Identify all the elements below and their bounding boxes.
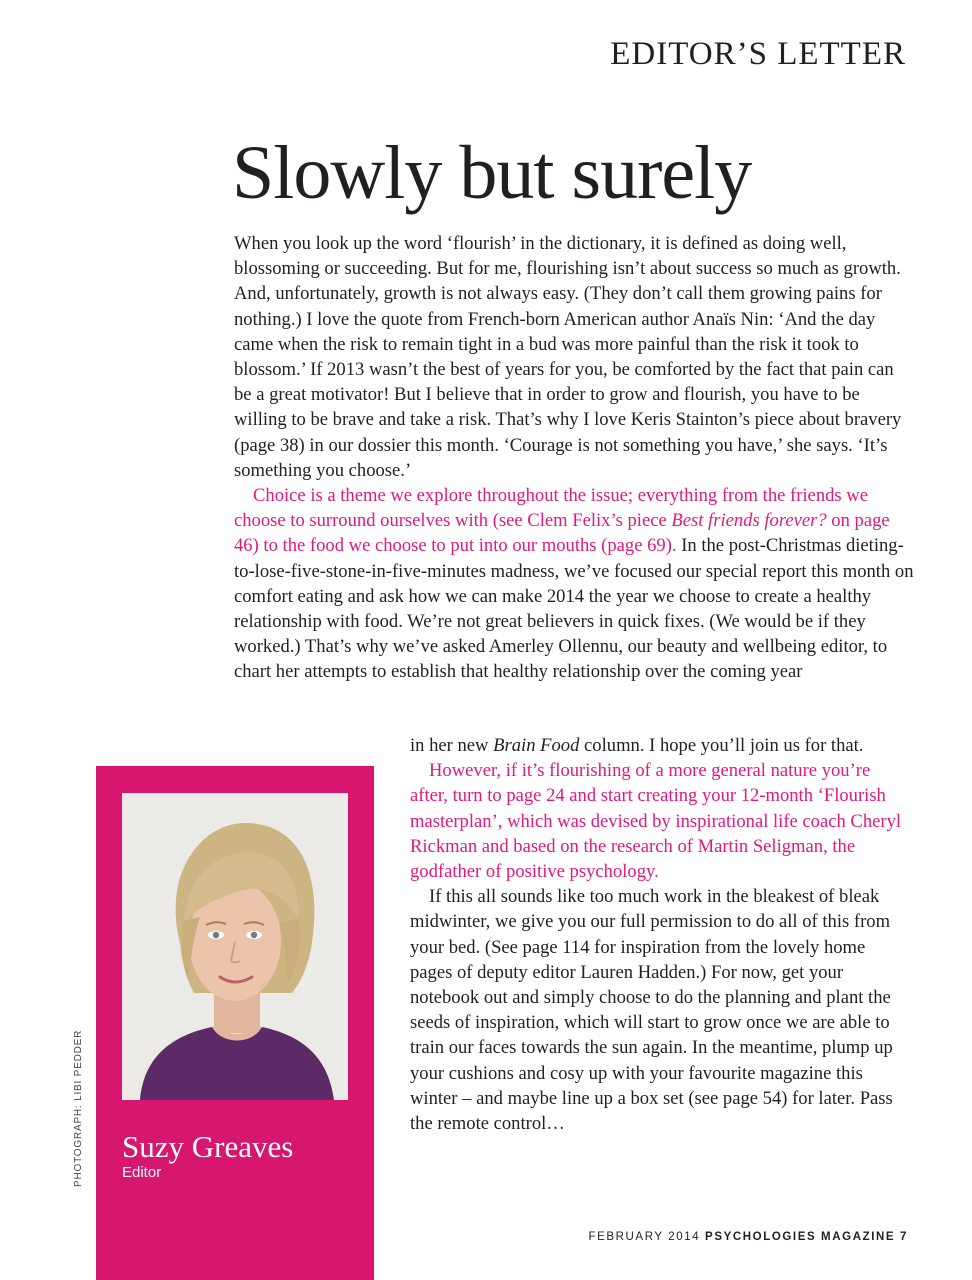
paragraph-4: If this all sounds like too much work in the bleakest of bleak midwinter, we give you our full permission to do all of this from your bed. (See page 114 for inspiration from the lovely home pages of deputy editor Lauren Hadden.) For now, get your notebook out and simply choose to do the planning and plant the seeds of inspiration, which will start to grow once we are able to train our faces towards the sun again. In the meantime, plump up your cushions and cosy up with your favourite magazine this winter – and maybe line up a box set (see page 54) for later. Pass the remote control…	[410, 886, 893, 1135]
paragraph-2-cont-text: in her new	[410, 735, 494, 756]
editor-panel	[96, 766, 374, 1280]
page-number: 7	[900, 1231, 908, 1243]
paragraph-2	[234, 483, 914, 685]
article-column-narrow	[410, 733, 910, 1136]
editor-role: Editor	[122, 1164, 162, 1181]
page-footer	[588, 1231, 908, 1243]
column-title-brain-food: Brain Food	[493, 735, 580, 756]
editor-name: Suzy Greaves	[122, 1129, 294, 1164]
paragraph-2-continued	[410, 733, 910, 758]
headline: Slowly but surely	[232, 131, 752, 215]
footer-magazine: PSYCHOLOGIES MAGAZINE	[705, 1231, 896, 1243]
article-column-wide	[234, 231, 914, 685]
paragraph-3: However, if it’s flourishing of a more general nature you’re after, turn to page 24 and start creating your 12-month ‘Flourish masterplan’, which was devised by inspirational life coach Cheryl Rickman and based on the research of Martin Seligman, the godfather of positive psychology.	[410, 760, 902, 883]
section-label: EDITOR’S LETTER	[610, 36, 906, 72]
paragraph-2-highlight-end: on page 46) to the food we choose to put into our mouths (page 69).	[234, 510, 890, 557]
paragraph-1: When you look up the word ‘flourish’ in the dictionary, it is defined as doing well, blossoming or succeeding. But for me, flourishing isn’t about success so much as growth. And, unfortunately, growth is not always easy. (They don’t call them growing pains for nothing.) I love the quote from French-born American author Anaïs Nin: ‘And the day came when the risk to remain tight in a bud was more painful than the risk it took to blossom.’ If 2013 wasn’t the best of years for you, be comforted by the fact that pain can be a great motivator! But I believe that in order to grow and flourish, you have to be willing to be brave and take a risk. That’s why I love Keris Stainton’s piece about bravery (page 38) in our dossier this month. ‘Courage is not something you have,’ she says. ‘It’s something you choose.’	[234, 233, 902, 481]
paragraph-2-cont-end: column. I hope you’ll join us for that.	[579, 735, 864, 756]
footer-date: FEBRUARY 2014	[588, 1231, 701, 1243]
paragraph-2-highlight: Choice is a theme we explore throughout the issue; everything from the friends we choose to surround ourselves with (see Clem Felix’s piece	[234, 485, 868, 532]
article-title-best-friends: Best friends forever?	[671, 510, 827, 532]
editor-portrait-illustration	[122, 793, 348, 1100]
editor-portrait	[122, 793, 348, 1100]
photo-credit: PHOTOGRAPH: LIBI PEDDER	[73, 1029, 84, 1187]
paragraph-2-text: In the post-Christmas dieting-to-lose-five-stone-in-five-minutes madness, we’ve focused our special report this month on comfort eating and ask how we can make 2014 the year we choose to create a healthy relationship with food. We’re not great believers in quick fixes. (We would be if they worked.) That’s why we’ve asked Amerley Ollennu, our beauty and wellbeing editor, to chart her attempts to establish that healthy relationship over the coming year	[234, 535, 914, 683]
